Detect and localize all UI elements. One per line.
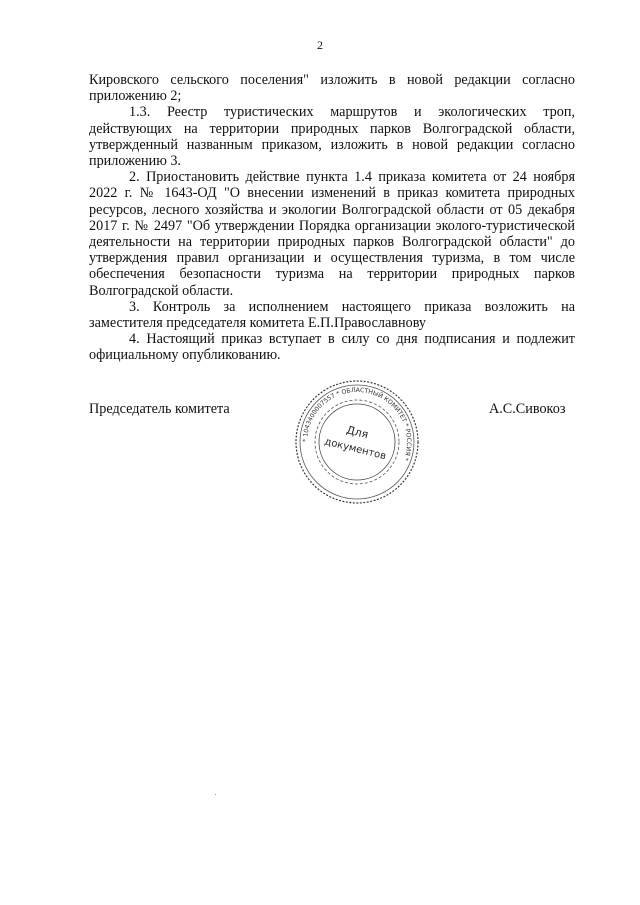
paragraph-1-3: 1.3. Реестр туристических маршрутов и экологических троп, действующих на территории природных парков Волгоградской области, утвержденный названным приказом, изложить в новой редакции согласно приложению 3.: [89, 104, 575, 170]
signatory-name: А.С.Сивокоз: [489, 401, 566, 417]
stamp-center-line1: Для: [344, 423, 370, 442]
stamp-ring-text: * 1043400007557 * ОБЛАСТНЫЙ КОМИТЕТ * РОССИЯ *: [301, 386, 413, 462]
paragraph-4: 4. Настоящий приказ вступает в силу со дня подписания и подлежит официальному опубликованию.: [89, 331, 575, 364]
paragraph-continuation: Кировского сельского поселения" изложить в новой редакции согласно приложению 2;: [89, 72, 575, 105]
paragraph-2: 2. Приостановить действие пункта 1.4 приказа комитета от 24 ноября 2022 г. № 1643-ОД "О внесении изменений в приказ комитета природных ресурсов, лесного хозяйства и экологии Волгоградской области от 05 декабря 2017 г. № 2497 "Об утверждении Порядка организации эколого-туристической деятельности на территории природных парков Волгоградской области" до утверждения правил организации и осуществления туризма, в том числе обеспечения безопасности туризма на территории природных парков Волгоградской области.: [89, 169, 575, 299]
stamp-center-line2: документов: [323, 436, 388, 463]
official-stamp: [293, 378, 421, 506]
paragraph-3: 3. Контроль за исполнением настоящего приказа возложить на заместителя председателя комитета Е.П.Православнову: [89, 298, 575, 332]
document-body: [89, 72, 575, 364]
scan-speck: [215, 794, 216, 795]
signatory-position: Председатель комитета: [89, 401, 230, 417]
page-number: 2: [317, 38, 323, 52]
